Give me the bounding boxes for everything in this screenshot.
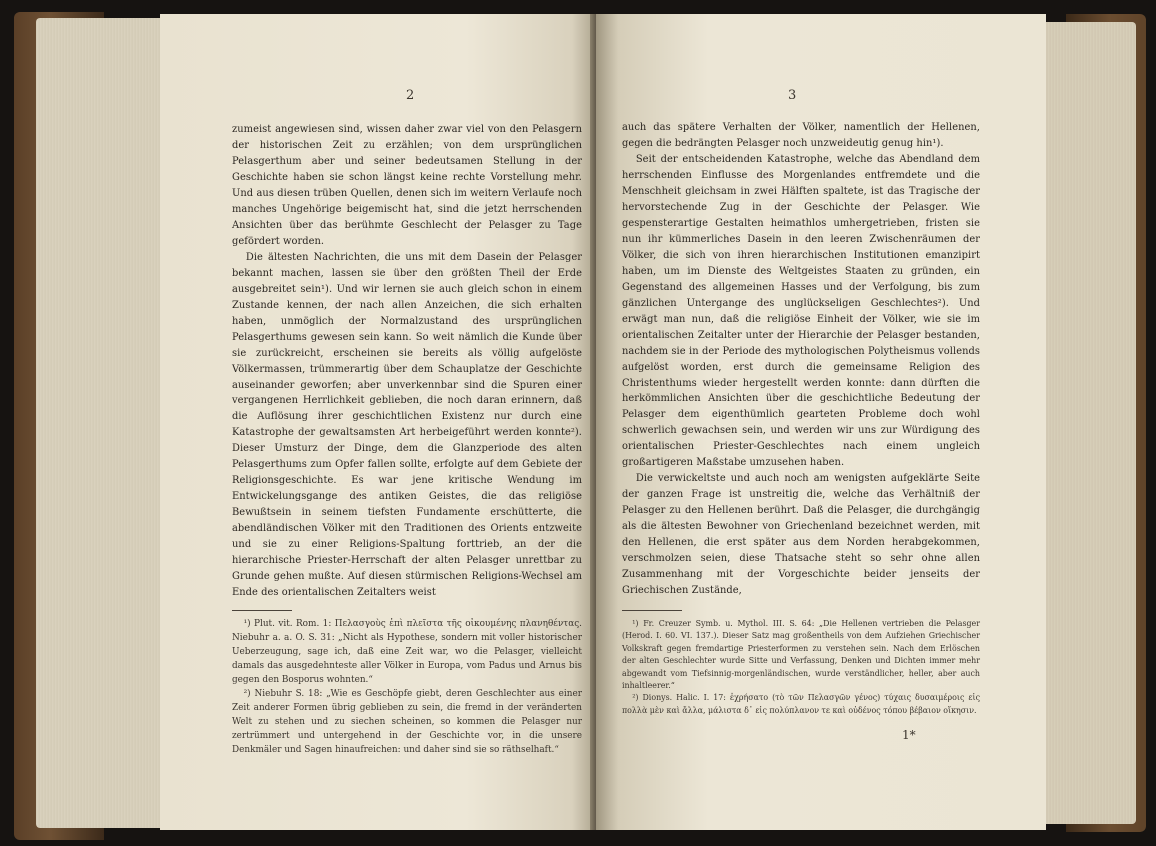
footnote-rule [622,610,682,611]
signature-mark: 1* [902,728,916,742]
page-stack-left [36,18,164,828]
footnote-rule [232,610,292,611]
paragraph: auch das spätere Verhalten der Völker, namentlich der Hellenen, gegen die bedrängten Pelasger noch unzweideutig genug hin¹). [622,122,980,149]
page-number: 3 [788,88,797,103]
footnotes [232,618,582,758]
body-text [622,120,980,599]
footnote: ¹) Plut. vit. Rom. 1: Πελασγοὺς ἐπὶ πλεῖστα τῆς οἰκουμένης πλανηθέντας. Niebuhr a. a. O. S. 31: „Nicht als Hypothese, sondern mit voller historischer Ueberzeugung, sage ich, daß eine Zeit war, wo die Pelasger, vielleicht damals das ausgedehnteste aller Völker in Europa, vom Padus und Arnus bis gegen den Bosporus wohnten.“ [232,619,582,685]
right-page [596,14,1046,830]
footnote: ²) Dionys. Halic. I. 17: ἐχρήσατο (τὸ τῶν Πελασγῶν γένος) τύχαις δυσαιμέροις εἰς πολλὰ μὲν καὶ ἄλλα, μάλιστα δ᾽ εἰς πολύπλανον τε καὶ οὐδένος τόπου βέβαιον οἴκησιν. [622,693,980,715]
paragraph: zumeist angewiesen sind, wissen daher zwar viel von den Pelasgern der historischen Zeit zu erzählen; von dem ursprünglichen Pelasgerthum aber und seiner bedeutsamen Stellung in der Geschichte haben sie schon längst keine rechte Vorstellung mehr. Und aus diesen trüben Quellen, denen sich im weitern Verlaufe noch manches Ungehörige beigemischt hat, sind die jetzt herrschenden Ansichten über das berühmte Geschlecht der Pelasger zu Tage gefördert worden. [232,124,582,247]
footnotes [622,618,980,717]
footnote: ¹) Fr. Creuzer Symb. u. Mythol. III. S. 64: „Die Hellenen vertrieben die Pelasger (Herod. I. 60. VI. 137.). Dieser Satz mag großentheils von dem Aufziehen Griechischer Volkskraft gegen fremdartige Priesterformen zu verstehen sein. Nach dem Erlöschen der alten Geschlechter wurde Sitte und Verfassung, Denken und Dichten immer mehr abgewandt vom Tiefsinnig-morgenländischen, wurde verständlicher, heller, aber auch inhaltleerer.“ [622,619,980,691]
paragraph: Die ältesten Nachrichten, die uns mit dem Dasein der Pelasger bekannt machen, lassen sie über den größten Theil der Erde ausgebreitet sein¹). Und wir lernen sie auch gleich schon in einem Zustande kennen, der nach allen Anzeichen, die sich erhalten haben, unmöglich der Normalzustand des ursprünglichen Pelasgerthums gewesen sein kann. So weit nämlich die Kunde über sie zurückreicht, erscheinen sie bereits als völlig aufgelöste Völkermassen, trümmerartig über dem Schauplatze der Geschichte auseinander geworfen; aber unverkennbar sind die Spuren einer vergangenen Herrlichkeit geblieben, die noch daran erinnern, daß die Auflösung ihrer geschichtlichen Existenz nur durch eine Katastrophe der gewaltsamsten Art herbeigeführt werden konnte²). Dieser Umsturz der Dinge, dem die Glanzperiode des alten Pelasgerthums zum Opfer fallen sollte, erfolgte auf dem Gebiete der Religionsgeschichte. Es war jene kritische Wendung im Entwickelungsgange des antiken Geistes, die das religiöse Bewußtsein in seinem tiefsten Fundamente erschütterte, die abendländischen Völker mit den Traditionen des Orients entzweite und sie zu einer Religions-Spaltung forttrieb, an der die hierarchische Priester-Herrschaft der alten Pelasger unrettbar zu Grunde gehen mußte. Auf diesen stürmischen Religions-Wechsel am Ende des orientalischen Zeitalters weist [232,251,582,599]
footnote: ²) Niebuhr S. 18: „Wie es Geschöpfe giebt, deren Geschlechter aus einer Zeit anderer Formen übrig geblieben zu sein, die fremd in der veränderten Welt zu stehen und zu siechen scheinen, so kommen die Pelasger nur zertrümmert und untergehend in der Geschichte vor, in die unsere Denkmäler und Sagen hinaufreichen: und daher sind sie so räthselhaft.“ [232,688,582,755]
page-stack-right [1044,22,1136,824]
body-text [232,122,582,601]
page-number: 2 [406,88,415,103]
left-page [160,14,598,830]
paragraph: Die verwickeltste und auch noch am wenigsten aufgeklärte Seite der ganzen Frage ist unstreitig die, welche das Verhältniß der Pelasger zu den Hellenen berührt. Daß die Pelasger, die durchgängig als die ältesten Bewohner von Griechenland bezeichnet werden, mit den Hellenen, die erst später aus dem Norden herabgekommen, verschmolzen seien, diese Thatsache steht so sehr ohne allen Zusammenhang mit der Vorgeschichte beider jenseits der Griechischen Zustände, [622,473,980,597]
paragraph: Seit der entscheidenden Katastrophe, welche das Abendland dem herrschenden Einflusse des Morgenlandes entfremdete und die Menschheit gleichsam in zwei Hälften spaltete, ist das Tragische der hervorstechende Zug in der Geschichte der Pelasger. Wie gespensterartige Gestalten heimathlos umhergetrieben, fristen sie nun ihr kümmerliches Dasein in den leeren Zwischenräumen der Völker, die sich von ihren hierarchischen Institutionen emanzipirt haben, um im Dienste des Weltgeistes Staaten zu gründen, ein Gegenstand des allgemeinen Hasses und der Verfolgung, bis zum gänzlichen Untergange des unglückseligen Geschlechtes²). Und erwägt man nun, daß die religiöse Einheit der Völker, wie sie im orientalischen Zeitalter unter der Hierarchie der Pelasger bestanden, nachdem sie in der Periode des mythologischen Polytheismus vollends aufgelöst worden, erst durch die gemeinsame Religion des Christenthums wieder hergestellt werden konnte: dann dürften die herkömmlichen Ansichten über die geschichtliche Bedeutung der Pelasger dem eigenthümlich gearteten Probleme doch wohl schwerlich gewachsen sein, und werden wir uns zur Würdigung des orientalischen Priester-Geschlechtes nach einem ungleich großartigeren Maßstabe umzusehen haben. [622,153,980,469]
